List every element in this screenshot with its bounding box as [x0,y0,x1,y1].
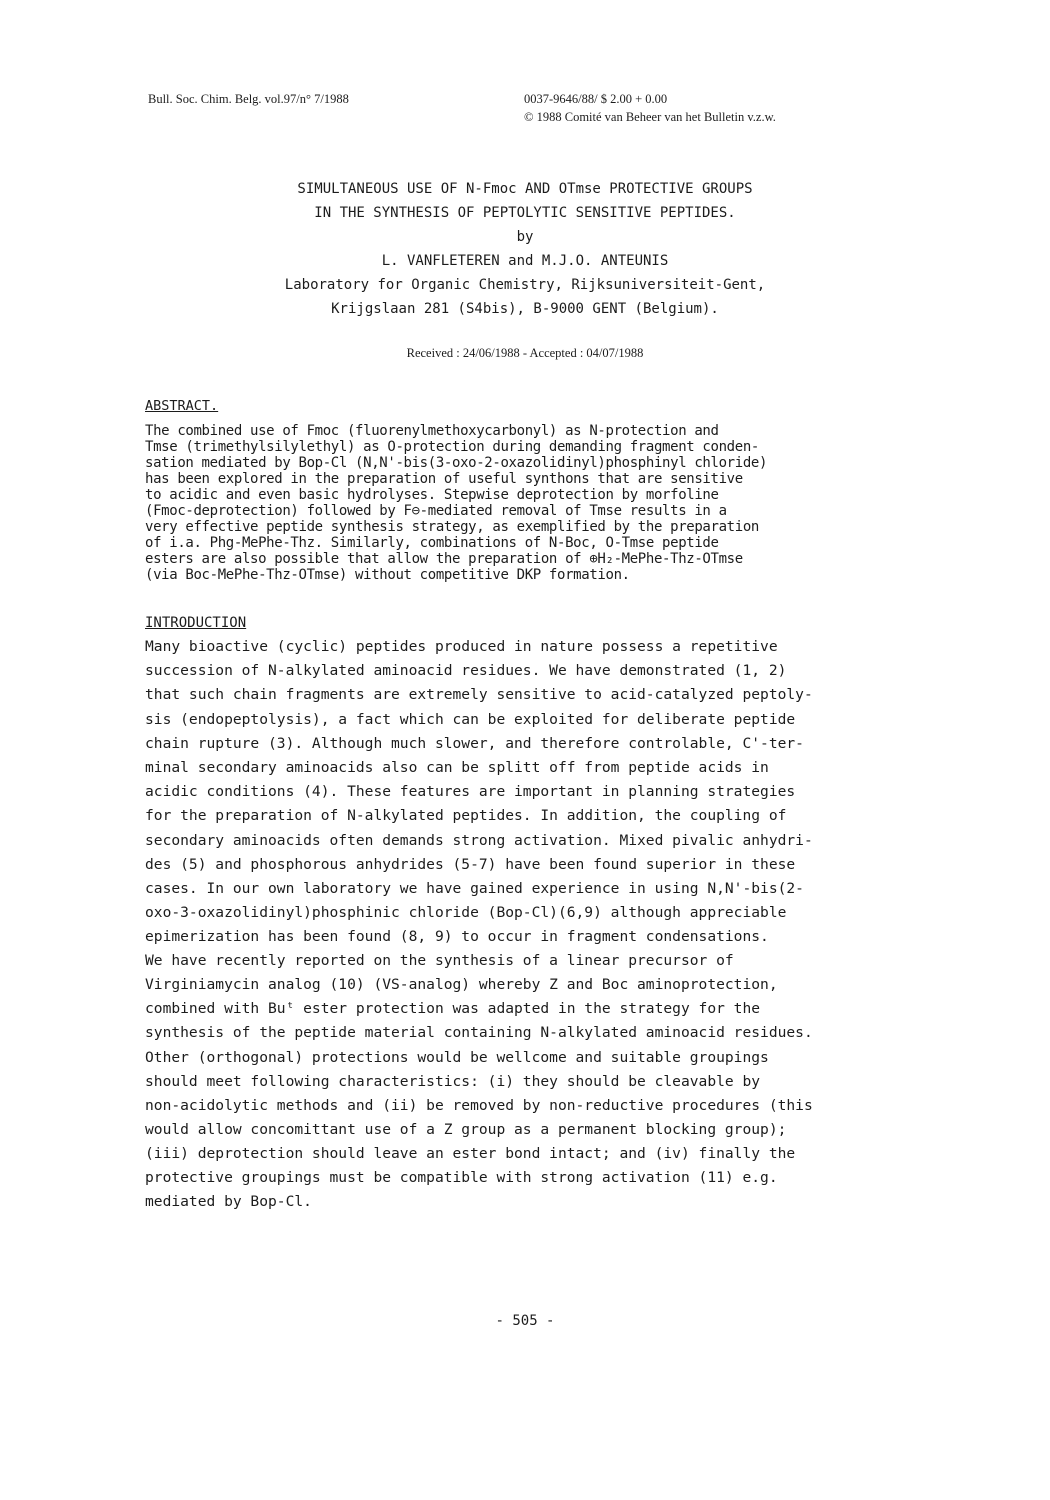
affiliation-line-2: Krijgslaan 281 (S4bis), B-9000 GENT (Belgium). [331,301,719,317]
body-line: secondary aminoacids often demands strong activation. Mixed pivalic anhydri- [145,832,813,849]
body-line: minal secondary aminoacids also can be splitt off from peptide acids in [145,759,769,776]
affiliation-line-1: Laboratory for Organic Chemistry, Rijksuniversiteit-Gent, [284,277,766,293]
received-accepted-dates: Received : 24/06/1988 - Accepted : 04/07/1988 [406,346,644,360]
body-line: acidic conditions (4). These features are important in planning strategies [145,783,796,800]
body-line: synthesis of the peptide material containing N-alkylated aminoacid residues. [145,1024,813,1041]
abstract-line: The combined use of Fmoc (fluorenylmethoxycarbonyl) as N-protection and [145,423,719,439]
body-line: combined with Buᵗ ester protection was adapted in the strategy for the [145,1000,761,1017]
abstract-line: sation mediated by Bop-Cl (N,N'-bis(3-oxo-2-oxazolidinyl)phosphinyl chloride) [145,455,768,471]
body-line: for the preparation of N-alkylated peptides. In addition, the coupling of [145,807,787,824]
body-line: chain rupture (3). Although much slower, and therefore controlable, C'-ter- [145,735,804,752]
body-line: Virginiamycin analog (10) (VS-analog) whereby Z and Boc aminoprotection, [145,976,778,993]
body-line: Many bioactive (cyclic) peptides produced in nature possess a repetitive [145,638,778,655]
body-line: oxo-3-oxazolidinyl)phosphinic chloride (Bop-Cl)(6,9) although appreciable [145,904,787,921]
abstract-line: Tmse (trimethylsilylethyl) as O-protection during demanding fragment conden- [145,439,759,455]
body-line: (iii) deprotection should leave an ester bond intact; and (iv) finally the [145,1145,796,1162]
body-line: succession of N-alkylated aminoacid residues. We have demonstrated (1, 2) [145,662,787,679]
abstract-line: very effective peptide synthesis strategy, as exemplified by the preparation [145,519,759,535]
body-line: would allow concomittant use of a Z group as a permanent blocking group); [145,1121,787,1138]
abstract-line: has been explored in the preparation of useful synthons that are sensitive [145,471,743,487]
body-line: mediated by Bop-Cl. [145,1193,312,1210]
body-line: non-acidolytic methods and (ii) be removed by non-reductive procedures (this [145,1097,813,1114]
authors: L. VANFLETEREN and M.J.O. ANTEUNIS [381,253,669,269]
abstract-line: (Fmoc-deprotection) followed by F⊖-mediated removal of Tmse results in a [145,503,727,519]
body-line: We have recently reported on the synthesis of a linear precursor of [145,952,734,969]
body-line: protective groupings must be compatible with strong activation (11) e.g. [145,1169,778,1186]
body-line: Other (orthogonal) protections would be wellcome and suitable groupings [145,1049,769,1066]
body-line: des (5) and phosphorous anhydrides (5-7) have been found superior in these [145,856,796,873]
abstract-line: of i.a. Phg-MePhe-Thz. Similarly, combinations of N-Boc, O-Tmse peptide [145,535,719,551]
paper-title-line-1: SIMULTANEOUS USE OF N-Fmoc AND OTmse PROTECTIVE GROUPS [297,181,753,197]
body-line: cases. In our own laboratory we have gained experience in using N,N'-bis(2- [145,880,804,897]
page-number: - 505 - [495,1313,555,1329]
issn-price: 0037-9646/88/ $ 2.00 + 0.00 [524,92,668,106]
body-line: sis (endopeptolysis), a fact which can be exploited for deliberate peptide [145,711,796,728]
journal-reference: Bull. Soc. Chim. Belg. vol.97/n° 7/1988 [148,92,349,106]
body-line: should meet following characteristics: (i) they should be cleavable by [145,1073,761,1090]
paper-title-line-2: IN THE SYNTHESIS OF PEPTOLYTIC SENSITIVE PEPTIDES. [314,205,736,221]
abstract-line: to acidic and even basic hydrolyses. Stepwise deprotection by morfoline [145,487,719,503]
copyright-notice: © 1988 Comité van Beheer van het Bulletin v.z.w. [524,110,776,124]
by-line: by [516,229,534,245]
abstract-line: (via Boc-MePhe-Thz-OTmse) without competitive DKP formation. [145,567,630,583]
body-line: that such chain fragments are extremely sensitive to acid-catalyzed peptoly- [145,686,813,703]
abstract-heading: ABSTRACT. [145,398,219,414]
abstract-line: esters are also possible that allow the preparation of ⊕H₂-MePhe-Thz-OTmse [145,551,743,567]
body-line: epimerization has been found (8, 9) to occur in fragment condensations. [145,928,769,945]
introduction-heading: INTRODUCTION [145,615,247,631]
